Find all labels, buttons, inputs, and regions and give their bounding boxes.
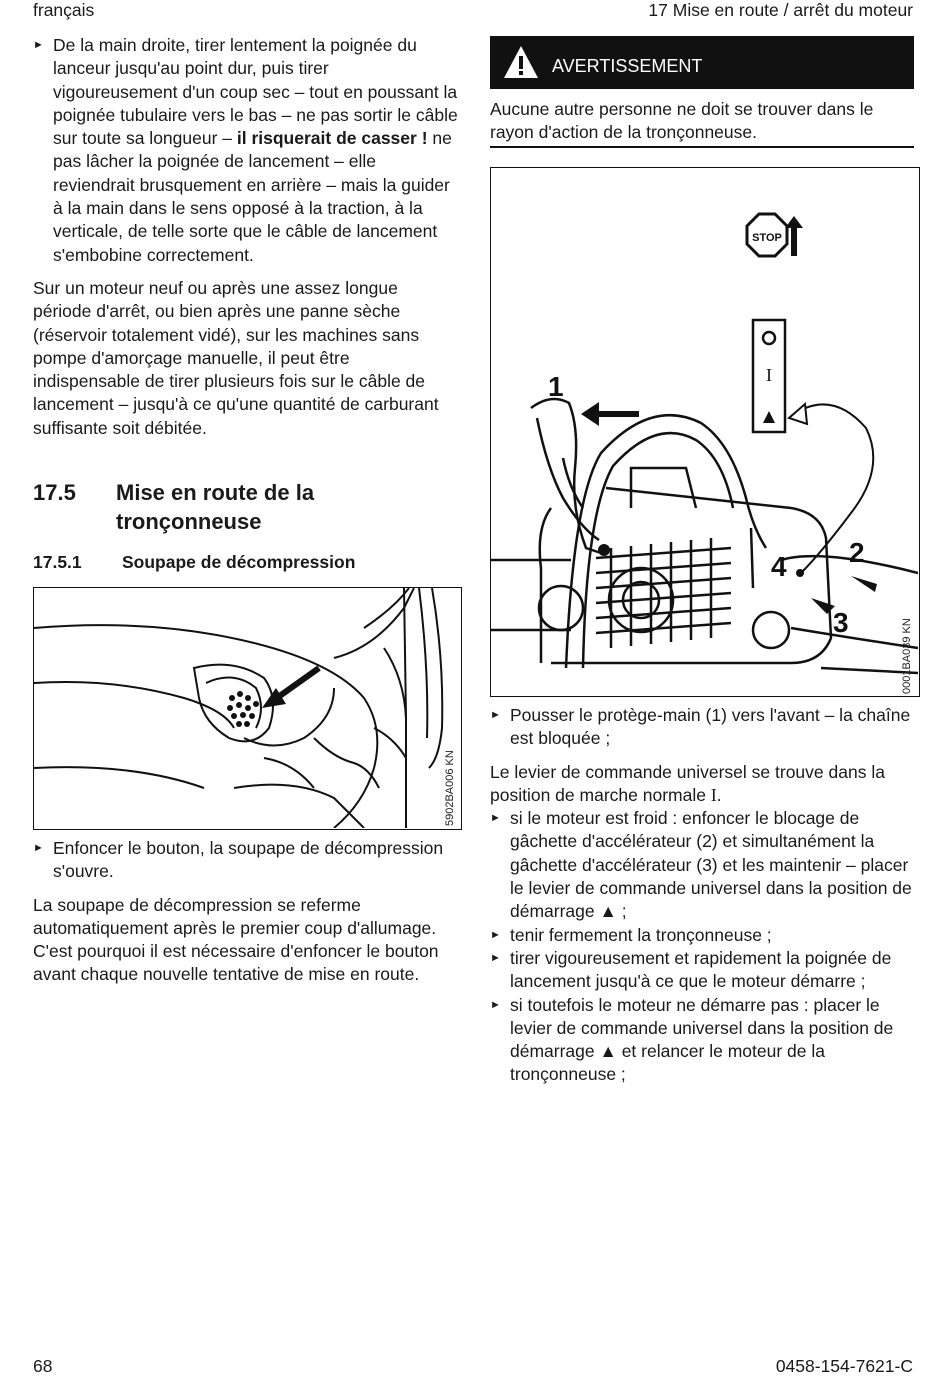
- warning-triangle-icon: [502, 44, 540, 80]
- bullet-marker-icon: ►: [33, 39, 44, 51]
- label-4: 4: [771, 551, 787, 582]
- para-new-engine: Sur un moteur neuf ou après une assez longue période d'arrêt, ou bien après une panne sèche (réservoir totalement vidé), sur les machines sans pompe d'amorçage manuelle, il peut être indispensable de tirer plusieurs fois sur le câble de lancement – jusqu'à ce qu'une quantité de carburant suffisante soit débitée.: [33, 277, 439, 438]
- warning-divider: [490, 146, 914, 148]
- bullet-press-button: ► Enfoncer le bouton, la soupape de décompression s'ouvre.: [33, 838, 444, 882]
- para-valve-closes: La soupape de décompression se referme automatiquement après le premier coup d'allumage. C'est pourquoi il est nécessaire d'enfoncer le bouton avant chaque nouvelle tentative de mise en route.: [33, 894, 439, 985]
- figure-code-chainsaw: 0001BA039 KN: [901, 618, 913, 694]
- bullet-cold-engine: ► si le moteur est froid : enfoncer le blocage de gâchette d'accélérateur (2) et simultanément la gâchette d'accélérateur (3) et les maintenir – placer le levier de commande universel dans la position de démarrage ▲ ;: [490, 808, 912, 922]
- bullet-marker-icon: ►: [490, 928, 501, 941]
- subsection-title: Soupape de décompression: [122, 552, 356, 572]
- footer-page-number: 68: [33, 1356, 53, 1376]
- run-position-label: I: [766, 365, 772, 385]
- subsection-number: 17.5.1: [33, 552, 82, 572]
- start-triangle-icon: ▲: [599, 1041, 617, 1062]
- footer-document-code: 0458-154-7621-C: [775, 1356, 913, 1376]
- bullet-marker-icon: ►: [33, 842, 44, 854]
- bullet-pull-starter: ► De la main droite, tirer lentement la poignée du lanceur jusqu'au point dur, puis tirer vigoureusement d'un coup sec – tout en poussant la poignée tubulaire vers le bas – ne pas sortir le câble sur toute sa longueur – il risquerait de casser ! ne pas lâcher la poignée de lancement – elle reviendrait brusquement en arrière – mais la guider à la main dans le sens opposé à la traction, à la verticale, de telle sorte que le câble de lancement s'embobine correctement.: [33, 35, 458, 265]
- figure-decompression-valve: [33, 587, 462, 830]
- label-1: 1: [548, 371, 564, 402]
- stop-sign-label: STOP: [752, 232, 782, 244]
- para-normal-position: Le levier de commande universel se trouve dans la position de marche normale I.: [490, 761, 885, 805]
- bullet-marker-icon: ►: [490, 951, 501, 964]
- decompression-valve-illustration: [34, 588, 460, 828]
- figure-code: 5902BA006 KN: [444, 750, 456, 826]
- run-symbol: I: [710, 784, 717, 805]
- section-number: 17.5: [33, 480, 76, 505]
- bullet-marker-icon: ►: [490, 709, 501, 721]
- warning-label: AVERTISSEMENT: [552, 56, 703, 76]
- left-column-lower: [33, 837, 458, 987]
- warning-text: Aucune autre personne ne doit se trouver dans le rayon d'action de la tronçonneuse.: [490, 99, 874, 143]
- bullet-push-handguard: ► Pousser le protège-main (1) vers l'avant – la chaîne est bloquée ;: [490, 705, 911, 749]
- left-column: [33, 34, 458, 440]
- chainsaw-start-illustration: [491, 168, 918, 695]
- bullet-marker-icon: ►: [490, 998, 501, 1011]
- section-title: Mise en route de la tronçonneuse: [116, 480, 315, 534]
- bullet-hold-firmly: ► tenir fermement la tronçonneuse ;: [490, 924, 918, 947]
- label-3: 3: [833, 607, 849, 638]
- bullet-pull-handle: ► tirer vigoureusement et rapidement la poignée de lancement jusqu'à ce que le moteur démarre ;: [490, 947, 892, 992]
- header-language: français: [33, 0, 95, 20]
- right-column-lower: [490, 704, 918, 1087]
- figure-chainsaw-start: [490, 167, 920, 697]
- label-2: 2: [849, 537, 865, 568]
- bullet-marker-icon: ►: [490, 812, 501, 825]
- bullet-not-starting: ► si toutefois le moteur ne démarre pas : placer le levier de commande universel dans la position de démarrage ▲ et relancer le moteur de la tronçonneuse ;: [490, 994, 894, 1085]
- start-triangle-icon: ▲: [599, 901, 617, 922]
- warning-banner: [490, 36, 914, 89]
- start-position-icon: [763, 411, 775, 423]
- header-section: 17 Mise en route / arrêt du moteur: [648, 0, 913, 20]
